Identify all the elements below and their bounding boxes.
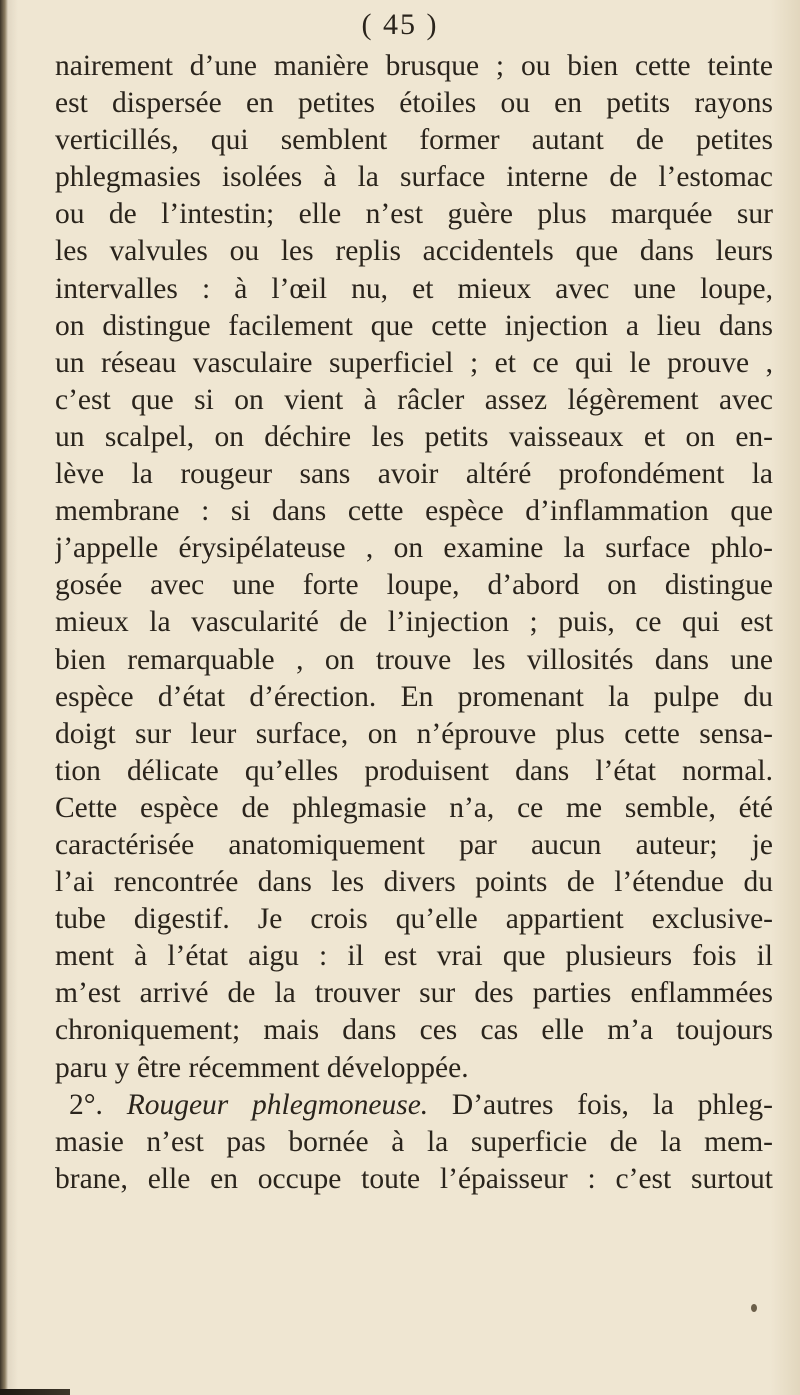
text-line: c’est que si on vient à râcler assez légèrement avec [55, 383, 773, 416]
page-number: ( 45 ) [361, 8, 439, 41]
text-line: ou de l’intestin; elle n’est guère plus marquée sur [55, 198, 773, 231]
text-line: gosée avec une forte loupe, d’abord on distingue [55, 569, 773, 602]
text-line: phlegmasies isolées à la surface interne de l’estomac [55, 161, 773, 194]
bottom-edge-mark [0, 1389, 70, 1395]
text-line: est dispersée en petites étoiles ou en petits rayons [55, 87, 773, 120]
text-line: Cette espèce de phlegmasie n’a, ce me semble, été [55, 791, 773, 824]
text-line: on distingue facilement que cette injection a lieu dans [55, 309, 773, 342]
text-line: espèce d’état d’érection. En promenant la pulpe du [55, 680, 773, 713]
text-line: nairement d’une manière brusque ; ou bien cette teinte [55, 50, 773, 82]
section-number: 2°. [69, 1088, 103, 1121]
section-title: Rougeur phlegmoneuse. [126, 1088, 429, 1121]
text-line: un scalpel, on déchire les petits vaisseaux et on en- [55, 420, 773, 453]
text-line: caractérisée anatomiquement par aucun auteur; je [55, 828, 773, 861]
text-line: masie n’est pas bornée à la superficie de la mem- [55, 1125, 773, 1158]
text-line: membrane : si dans cette espèce d’inflammation que [55, 495, 773, 528]
text-line: verticillés, qui semblent former autant de petites [55, 124, 773, 157]
section-first-line-text: D’autres fois, la phleg- [451, 1088, 773, 1121]
text-line: chroniquement; mais dans ces cas elle m’a toujours [55, 1014, 773, 1047]
text-line: lève la rougeur sans avoir altéré profondément la [55, 458, 773, 491]
paragraph-end-line: paru y être récemment développée. [55, 1051, 469, 1084]
text-line: brane, elle en occupe toute l’épaisseur : c’est surtout [55, 1162, 773, 1195]
text-line: les valvules ou les replis accidentels que dans leurs [55, 235, 773, 268]
text-line: doigt sur leur surface, on n’éprouve plus cette sensa- [55, 717, 773, 750]
text-line: ment à l’état aigu : il est vrai que plusieurs fois il [55, 940, 773, 973]
text-line: j’appelle érysipélateuse , on examine la surface phlo- [55, 532, 773, 565]
text-line: tube digestif. Je crois qu’elle appartient exclusive- [55, 903, 773, 936]
ink-speck [751, 1304, 757, 1312]
body-text [55, 48, 773, 1198]
text-line: bien remarquable , on trouve les villosités dans une [55, 643, 773, 676]
text-line: l’ai rencontrée dans les divers points de l’étendue du [55, 866, 773, 899]
text-line: m’est arrivé de la trouver sur des parties enflammées [55, 977, 773, 1010]
text-line: un réseau vasculaire superficiel ; et ce qui le prouve , [55, 346, 773, 379]
text-line: intervalles : à l’œil nu, et mieux avec une loupe, [55, 272, 773, 305]
text-line: tion délicate qu’elles produisent dans l’état normal. [55, 754, 773, 787]
section-heading-line [55, 1087, 773, 1124]
binding-edge [0, 0, 8, 1395]
text-line: mieux la vascularité de l’injection ; puis, ce qui est [55, 606, 773, 639]
